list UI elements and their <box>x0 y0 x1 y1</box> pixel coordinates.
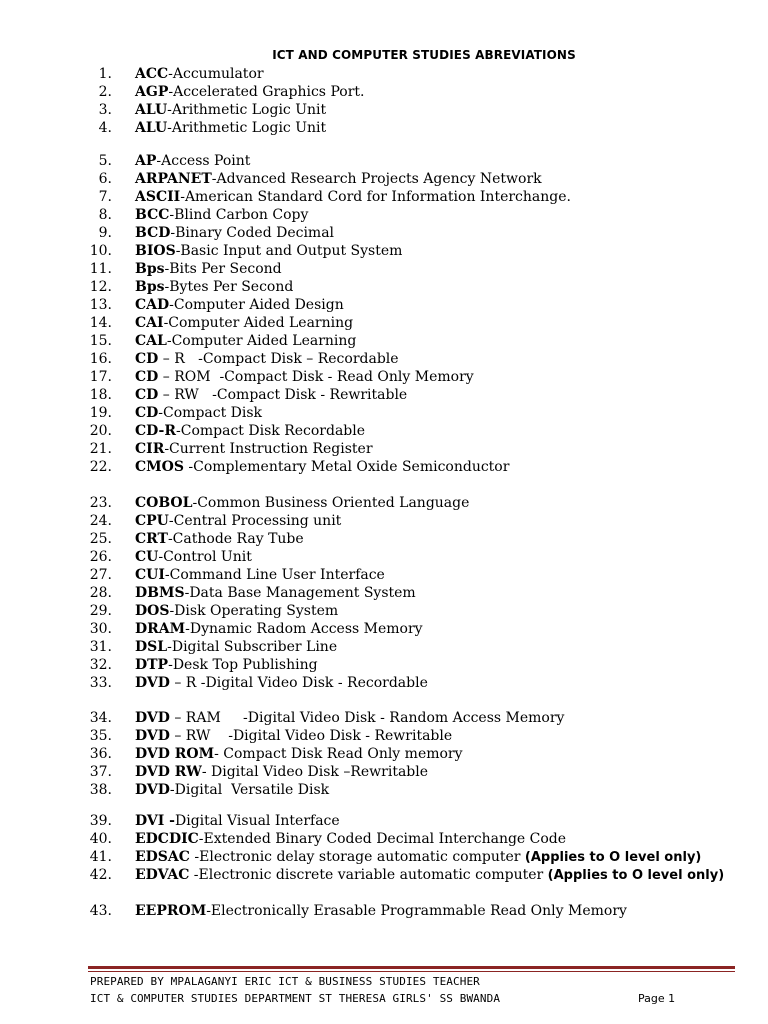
abbreviation: CMOS <box>135 459 184 475</box>
item-number: 43. <box>89 903 112 919</box>
expansion: -Control Unit <box>158 549 252 565</box>
item-number: 7. <box>98 189 112 205</box>
item-text <box>135 531 735 548</box>
expansion: -Bytes Per Second <box>164 279 294 295</box>
item-text <box>135 782 735 799</box>
expansion: – R -Compact Disk – Recordable <box>158 351 399 367</box>
expansion: – RW -Compact Disk - Rewritable <box>158 387 408 403</box>
item-text <box>135 171 735 188</box>
expansion: -Dynamic Radom Access Memory <box>185 621 423 637</box>
abbreviation: DVD <box>135 675 170 691</box>
expansion: -Central Processing unit <box>168 513 342 529</box>
abbreviation: Bps <box>135 279 165 295</box>
item-text <box>135 189 735 206</box>
abbreviation: DRAM <box>135 621 186 637</box>
abbreviation: CD-R <box>135 423 176 439</box>
abbreviation: DVD <box>135 710 170 726</box>
expansion: -Accelerated Graphics Port. <box>168 84 365 100</box>
item-text <box>135 831 735 848</box>
item-number: 33. <box>89 675 112 691</box>
item-number: 22. <box>89 459 112 475</box>
abbreviation: Bps <box>135 261 165 277</box>
abbreviation: AGP <box>135 84 169 100</box>
item-number: 18. <box>89 387 112 403</box>
item-text <box>135 728 735 745</box>
expansion: -Computer Aided Design <box>169 297 344 313</box>
abbreviation: ARPANET <box>135 171 212 187</box>
item-text <box>135 657 735 674</box>
item-number: 30. <box>89 621 112 637</box>
footer-department: ICT & COMPUTER STUDIES DEPARTMENT ST THERESA GIRLS' SS BWANDA <box>90 992 501 1005</box>
item-number: 24. <box>89 513 112 529</box>
abbreviation: DVI - <box>135 813 175 829</box>
item-number: 2. <box>98 84 112 100</box>
abbreviation: EDVAC <box>135 867 190 883</box>
abbreviation: CD <box>135 387 159 403</box>
item-number: 32. <box>89 657 112 673</box>
expansion: -Blind Carbon Copy <box>169 207 309 223</box>
expansion: - Digital Video Disk –Rewritable <box>201 764 429 780</box>
abbreviation: CAL <box>135 333 167 349</box>
item-number: 31. <box>89 639 112 655</box>
item-number: 19. <box>89 405 112 421</box>
item-number: 37. <box>89 764 112 780</box>
expansion: -Digital Versatile Disk <box>169 782 330 798</box>
abbreviation: BCD <box>135 225 171 241</box>
expansion: -Accumulator <box>168 66 264 82</box>
abbreviation: CPU <box>135 513 169 529</box>
expansion: -American Standard Cord for Information Interchange. <box>180 189 571 205</box>
expansion: -Access Point <box>156 153 251 169</box>
item-number: 40. <box>89 831 112 847</box>
abbreviation: DSL <box>135 639 168 655</box>
item-text <box>135 867 735 884</box>
item-text <box>135 120 735 137</box>
item-number: 28. <box>89 585 112 601</box>
item-text <box>135 621 735 638</box>
item-number: 21. <box>89 441 112 457</box>
item-text <box>135 764 735 781</box>
abbreviation: ALU <box>135 120 168 136</box>
item-text <box>135 369 735 386</box>
abbreviation: BIOS <box>135 243 176 259</box>
expansion: -Compact Disk <box>158 405 263 421</box>
level-note: (Applies to O level only) <box>524 850 702 865</box>
item-number: 20. <box>89 423 112 439</box>
abbreviation: CD <box>135 369 159 385</box>
item-text <box>135 585 735 602</box>
item-text <box>135 333 735 350</box>
abbreviation: COBOL <box>135 495 193 511</box>
abbreviation: ALU <box>135 102 168 118</box>
item-text <box>135 567 735 584</box>
abbreviation: CAI <box>135 315 164 331</box>
expansion: -Disk Operating System <box>169 603 339 619</box>
item-text <box>135 813 735 830</box>
expansion: -Electronic discrete variable automatic computer <box>189 867 548 883</box>
item-text <box>135 297 735 314</box>
item-text <box>135 849 735 866</box>
item-text <box>135 423 735 440</box>
item-number: 9. <box>98 225 112 241</box>
footer-author: PREPARED BY MPALAGANYI ERIC ICT & BUSINESS STUDIES TEACHER <box>90 975 480 988</box>
expansion: -Command Line User Interface <box>164 567 385 583</box>
item-text <box>135 603 735 620</box>
document-title: ICT AND COMPUTER STUDIES ABREVIATIONS <box>272 48 576 62</box>
abbreviation: CU <box>135 549 159 565</box>
abbreviation: DVD <box>135 728 170 744</box>
item-number: 25. <box>89 531 112 547</box>
item-number: 13. <box>89 297 112 313</box>
item-number: 16. <box>89 351 112 367</box>
expansion: -Advanced Research Projects Agency Network <box>211 171 542 187</box>
item-number: 23. <box>89 495 112 511</box>
expansion: -Basic Input and Output System <box>175 243 403 259</box>
page-number: Page 1 <box>638 992 676 1005</box>
abbreviation: DTP <box>135 657 169 673</box>
item-number: 3. <box>98 102 112 118</box>
abbreviation: AP <box>135 153 157 169</box>
expansion: -Common Business Oriented Language <box>192 495 470 511</box>
expansion: -Bits Per Second <box>164 261 282 277</box>
item-text <box>135 315 735 332</box>
item-number: 11. <box>89 261 112 277</box>
abbreviation: CD <box>135 351 159 367</box>
expansion: – RAM -Digital Video Disk - Random Access Memory <box>169 710 565 726</box>
item-text <box>135 102 735 119</box>
item-text <box>135 243 735 260</box>
item-number: 35. <box>89 728 112 744</box>
expansion: -Data Base Management System <box>184 585 416 601</box>
abbreviation: DOS <box>135 603 170 619</box>
item-number: 41. <box>89 849 112 865</box>
item-number: 8. <box>98 207 112 223</box>
item-number: 27. <box>89 567 112 583</box>
expansion: -Arithmetic Logic Unit <box>167 102 327 118</box>
item-number: 38. <box>89 782 112 798</box>
expansion: -Desk Top Publishing <box>168 657 318 673</box>
abbreviation: DBMS <box>135 585 185 601</box>
abbreviation: CIR <box>135 441 165 457</box>
expansion: -Electronically Erasable Programmable Read Only Memory <box>206 903 627 919</box>
abbreviation: EEPROM <box>135 903 207 919</box>
item-number: 10. <box>89 243 112 259</box>
item-number: 4. <box>98 120 112 136</box>
item-number: 1. <box>98 66 112 82</box>
abbreviation: DVD RW <box>135 764 202 780</box>
abbreviation: BCC <box>135 207 170 223</box>
abbreviation: EDCDIC <box>135 831 199 847</box>
expansion: -Electronic delay storage automatic computer <box>189 849 525 865</box>
abbreviation: ACC <box>135 66 169 82</box>
footer-rule-thin <box>88 971 735 972</box>
expansion: - Compact Disk Read Only memory <box>214 746 463 762</box>
expansion: Digital Visual Interface <box>175 813 340 829</box>
item-number: 26. <box>89 549 112 565</box>
expansion: – RW -Digital Video Disk - Rewritable <box>169 728 453 744</box>
item-text <box>135 153 735 170</box>
item-number: 29. <box>89 603 112 619</box>
item-text <box>135 279 735 296</box>
item-text <box>135 225 735 242</box>
item-text <box>135 261 735 278</box>
expansion: – ROM -Compact Disk - Read Only Memory <box>158 369 474 385</box>
expansion: – R -Digital Video Disk - Recordable <box>169 675 428 691</box>
expansion: -Computer Aided Learning <box>166 333 357 349</box>
item-text <box>135 84 735 101</box>
item-text <box>135 441 735 458</box>
item-text <box>135 351 735 368</box>
item-number: 42. <box>89 867 112 883</box>
abbreviation: DVD ROM <box>135 746 215 762</box>
expansion: -Complementary Metal Oxide Semiconductor <box>183 459 510 475</box>
item-text <box>135 405 735 422</box>
item-text <box>135 549 735 566</box>
footer-rule-thick <box>88 966 735 969</box>
item-text <box>135 459 735 476</box>
abbreviation: CAD <box>135 297 170 313</box>
item-number: 6. <box>98 171 112 187</box>
item-number: 12. <box>89 279 112 295</box>
item-number: 14. <box>89 315 112 331</box>
expansion: -Computer Aided Learning <box>163 315 354 331</box>
item-text <box>135 675 735 692</box>
item-text <box>135 387 735 404</box>
abbreviation: CUI <box>135 567 165 583</box>
item-text <box>135 903 735 920</box>
item-text <box>135 513 735 530</box>
item-text <box>135 710 735 727</box>
item-text <box>135 639 735 656</box>
expansion: -Digital Subscriber Line <box>167 639 338 655</box>
item-number: 5. <box>98 153 112 169</box>
item-number: 17. <box>89 369 112 385</box>
level-note: (Applies to O level only) <box>547 868 725 883</box>
expansion: -Binary Coded Decimal <box>170 225 335 241</box>
expansion: -Current Instruction Register <box>164 441 373 457</box>
expansion: -Compact Disk Recordable <box>176 423 366 439</box>
abbreviation: DVD <box>135 782 170 798</box>
item-text <box>135 495 735 512</box>
item-number: 39. <box>89 813 112 829</box>
expansion: -Extended Binary Coded Decimal Interchange Code <box>198 831 567 847</box>
abbreviation: ASCII <box>135 189 181 205</box>
abbreviation: CD <box>135 405 159 421</box>
item-text <box>135 746 735 763</box>
expansion: -Arithmetic Logic Unit <box>167 120 327 136</box>
abbreviation: EDSAC <box>135 849 190 865</box>
item-text <box>135 207 735 224</box>
item-number: 34. <box>89 710 112 726</box>
item-number: 36. <box>89 746 112 762</box>
item-text <box>135 66 735 83</box>
abbreviation: CRT <box>135 531 168 547</box>
item-number: 15. <box>89 333 112 349</box>
expansion: -Cathode Ray Tube <box>167 531 304 547</box>
